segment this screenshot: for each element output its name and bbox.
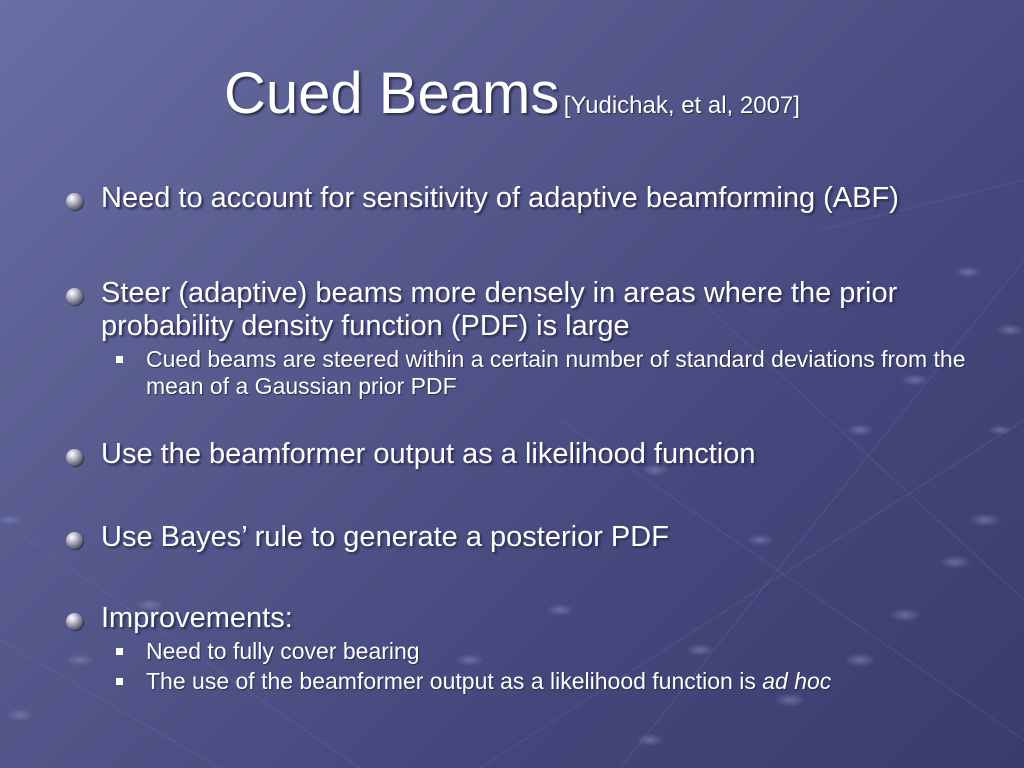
bullet-item [66, 277, 976, 343]
bullet-text: Use Bayes’ rule to generate a posterior PDF [101, 521, 669, 553]
bullet-orb-icon [66, 613, 83, 630]
bullet-item [66, 602, 976, 635]
sub-bullet-italic-text: ad hoc [762, 668, 832, 694]
bullet-text: Steer (adaptive) beams more densely in areas where the prior probability density function (PDF) is large [101, 277, 898, 342]
bullet-item [66, 182, 976, 215]
sub-bullet-item [66, 638, 976, 665]
square-bullet-icon [116, 356, 123, 363]
sub-bullet-item [66, 346, 976, 400]
sub-bullet-text: The use of the beamformer output as a likelihood function is [146, 668, 763, 694]
bullet-text: Need to account for sensitivity of adaptive beamforming (ABF) [101, 182, 899, 214]
bullet-orb-icon [66, 193, 83, 210]
bullet-text: Use the beamformer output as a likelihood function [101, 438, 756, 470]
bullet-item [66, 521, 976, 554]
bullet-list [66, 182, 976, 695]
slide-title [0, 60, 1024, 127]
sub-bullet-item [66, 668, 976, 695]
bullet-orb-icon [66, 532, 83, 549]
sub-bullet-text: Cued beams are steered within a certain number of standard deviations from the mean of a Gaussian prior PDF [146, 346, 966, 399]
bullet-orb-icon [66, 288, 83, 305]
bullet-text: Improvements: [101, 602, 293, 634]
sub-bullet-text: Need to fully cover bearing [146, 638, 420, 664]
title-citation: [Yudichak, et al, 2007] [563, 92, 800, 119]
bullet-orb-icon [66, 449, 83, 466]
square-bullet-icon [116, 648, 123, 655]
square-bullet-icon [116, 678, 123, 685]
bullet-item [66, 438, 976, 471]
title-main: Cued Beams [224, 61, 560, 126]
